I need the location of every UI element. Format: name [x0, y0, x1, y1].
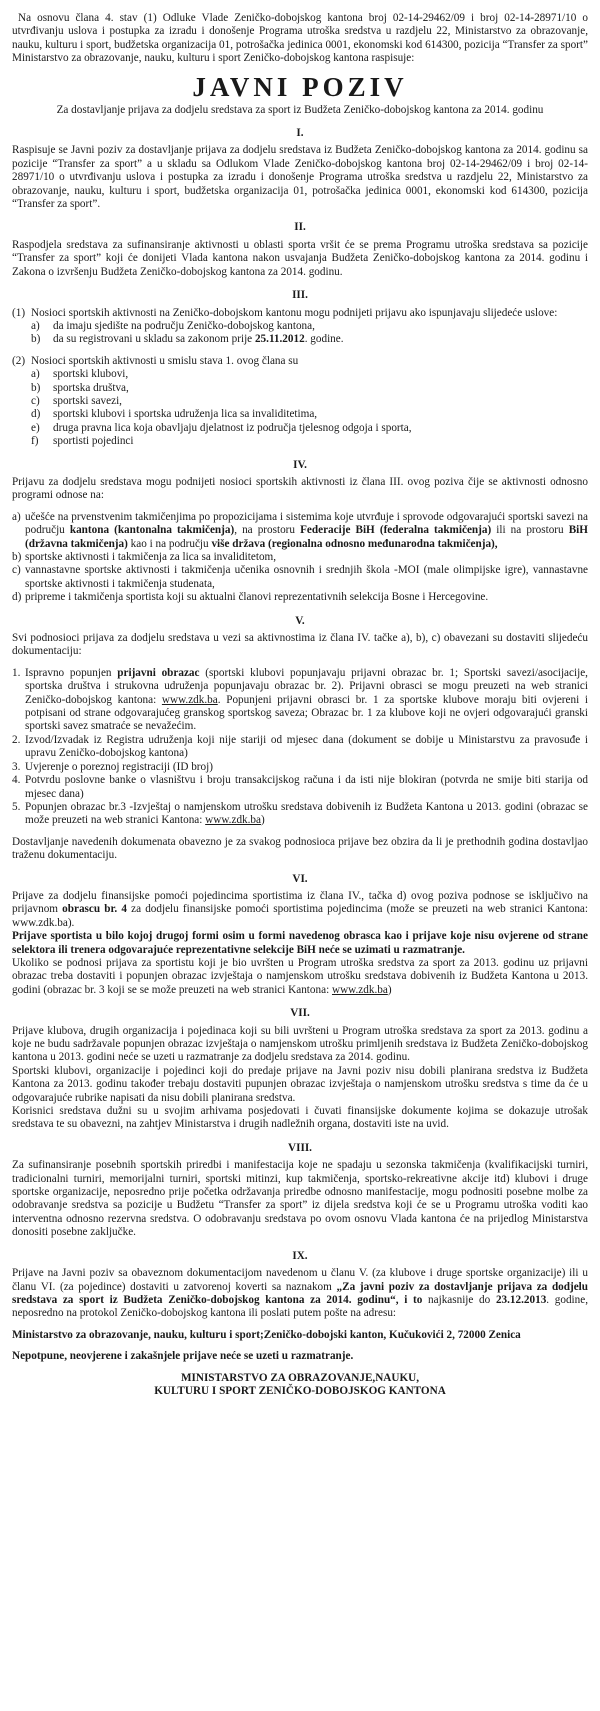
section-heading-5: V.	[295, 614, 305, 627]
list-marker: c)	[31, 394, 40, 407]
list-marker: (1)	[12, 306, 26, 319]
intro-paragraph: Na osnovu člana 4. stav (1) Odluke Vlade Zeničko-dobojskog kantona broj 02-14-29462/09 i broj 02-14-28971/10 o utvrđivanju uslova i postupka za izradu i donošenje Programa utroška sredstva u razdjelu 22, Ministarstvo za obrazovanje, nauku, kulturu i sport, budžetska organizacija 01, potrošačka jedinica 0001, ekonomski kod 614300, pozicija “Transfer za sport” Ministarstvo za obrazovanje, nauku, kulturu i sport Zeničko-dobojskog kantona raspisuje:	[12, 12, 588, 65]
list-marker: 5.	[12, 800, 21, 813]
list-marker: d)	[12, 591, 22, 604]
list-item	[12, 761, 588, 774]
list-text: sportski klubovi,	[53, 368, 129, 381]
list-item	[12, 320, 588, 333]
list-marker: b)	[31, 381, 41, 394]
document-subtitle: Za dostavljanje prijava za dodjelu sredstava za sport iz Budžeta Zeničko-dobojskog kantona za 2014. godinu	[56, 103, 544, 116]
list-text: sportisti pojedinci	[53, 435, 134, 448]
list-marker: a)	[31, 368, 40, 381]
list-text: sportske aktivnosti i takmičenja za lica sa invaliditetom,	[25, 551, 277, 563]
section-heading-1: I.	[296, 127, 304, 140]
section-5-note: Dostavljanje navedenih dokumenata obavezno je za svakog podnosioca prijave bez obzira da li je prethodnih godina dostavljao traženu dokumentaciju.	[12, 835, 588, 862]
section-heading-7: VII.	[290, 1007, 310, 1020]
list-item	[12, 395, 588, 408]
list-item	[12, 774, 588, 801]
list-item	[12, 511, 588, 551]
deadline-date: 25.11.2012	[254, 333, 305, 346]
list-text: da imaju sjedište na području Zeničko-dobojskog kantona,	[53, 319, 315, 332]
signature-line-2: KULTURU I SPORT ZENIČKO-DOBOJSKOG KANTONA	[154, 1384, 446, 1397]
list-marker: b)	[12, 551, 22, 563]
list-text: druga pravna lica koja obavljaju djelatnost iz područja tjelesnog odgoja i sporta,	[53, 421, 412, 434]
section-heading-8: VIII.	[288, 1141, 312, 1154]
list-item	[12, 408, 588, 421]
website-link[interactable]: www.zdk.ba	[205, 814, 261, 827]
list-marker: 2.	[12, 733, 21, 746]
late-submission-warning: Nepotpune, neovjerene i zakašnjele prijave neće se uzeti u razmatranje.	[12, 1350, 354, 1363]
section-heading-2: II.	[294, 221, 306, 234]
list-text: sportski klubovi i sportska udruženja lica sa invaliditetima,	[53, 408, 318, 421]
list-text: Nosioci sportskih aktivnosti u smislu stava 1. ovog člana su	[31, 354, 299, 367]
list-item	[12, 368, 588, 381]
list-marker: e)	[31, 421, 40, 434]
list-marker: (2)	[12, 354, 26, 367]
list-marker: a)	[31, 319, 40, 332]
list-text: Potvrdu poslovne banke o vlasništvu i broju transakcijskog računa i da isti nije blokiran (potvrda ne smije biti starija od mjesec dana)	[25, 774, 588, 800]
website-link[interactable]: www.zdk.ba	[331, 983, 388, 996]
section-1-text: Raspisuje se Javni poziv za dostavljanje prijava za dodjelu sredstava iz Budžeta Zeničko-dobojskog kantona za 2014. godinu sa pozicije “Transfer za sport” a u skladu sa Odlukom Vlade Zeničko-dobojskog kantona broj 02-14-29462/09 i broj 02-14-28971/10 o utvrđivanju uslova i postupka za izradu i donošenje Programa utroška sredstva u razdjelu 22, Ministarstvo za obrazovanje, nauku, kulturu i sport, budžetska organizacija 01, potrošačka jedinica 0001, ekonomski kod 614300, pozicija “Transfer za sport”.	[12, 144, 588, 211]
list-marker: f)	[31, 435, 39, 448]
list-text: Izvod/Izvadak iz Registra udruženja koji nije stariji od mjesec dana (dokument se dobije u Ministarstvu za pravosuđe i upravu Zeničko-dobojskog kantona)	[25, 733, 588, 760]
section-3-paragraph-2	[12, 355, 588, 368]
website-link[interactable]: www.zdk.ba	[161, 693, 218, 706]
list-text: Uvjerenje o poreznoj registraciji (ID broj)	[25, 760, 213, 773]
list-item	[12, 591, 588, 604]
section-4-text: Prijavu za dodjelu sredstava mogu podnijeti nosioci sportskih aktivnosti iz člana III. ovog poziva čije se aktivnosti odnosno programi odnose na:	[12, 475, 588, 502]
section-5-text: Svi podnosioci prijava za dodjelu sredstava u vezi sa aktivnostima iz člana IV. tačke a), b), c) obavezani su dostaviti slijedeću dokumentaciju:	[12, 632, 588, 658]
section-3-paragraph-1	[12, 307, 588, 320]
section-2-text: Raspodjela sredstava za sufinansiranje aktivnosti u oblasti sporta vršit će se prema Programu utroška sredstava sa pozicije “Transfer za sport” koji će donijeti Vlada kantona nakon usvajanja Budžeta Zeničko-dobojskog kantona za 2014. godinu i Zakona o izvršenju Budžeta Zeničko-dobojskog kantona za 2014. godinu.	[12, 238, 588, 278]
section-7-paragraph-3: Korisnici sredstava dužni su u svojim arhivama posjedovati i čuvati finansijske dokumente kojima se dokazuje utrošak sredstava te su obavezni, na zahtjev Ministarstva i drugih nadležnih organa, dostaviti iste na uvid.	[12, 1105, 588, 1131]
document-title: JAVNI POZIV	[192, 71, 408, 102]
section-8-text: Za sufinansiranje posebnih sportskih priredbi i manifestacija koje ne spadaju u sezonska takmičenja (kvalifikacijski turniri, tradicionalni turniri, memorijalni turniri, sportski mitinzi, kup takmičenja, sportsko-rekreativne akcije itd) klubovi i druge sportske organizacije, neposredno prije početka održavanja priredbe odnosno manifestacije, mogu podnositi posebne molbe za odobravanje sredstva sa pozicije u Budžetu “Transfer za sport” iz dijela sredstva koji će se u Programu utroška voditi kao interventna odnosno rezervna sredstva. O odobravanju sredstava po ovom osnovu Vlada kantona će na prijedlog Ministarstva donositi posebne zaključke.	[12, 1159, 588, 1239]
section-9-text: Prijave na Javni poziv sa obaveznom dokumentacijom navedenom u članu V. (za klubove i druge sportske organizacije) ili u članu VI. (za pojedince) dostaviti u zatvorenoj koverti sa naznakom „Za javni poziv za dostavljanje prijava za dodjelu sredstava za sport iz Budžeta Zeničko-dobojskog kantona za 2014. godinu“, i to najkasnije do 23.12.2013. godine, neposredno na protokol Zeničko-dobojskog kantona ili poslati putem pošte na adresu:	[12, 1267, 589, 1320]
list-item	[12, 734, 588, 761]
section-heading-6: VI.	[292, 872, 308, 885]
section-7-paragraph-2: Sportski klubovi, organizacije i pojedinci koji do predaje prijave na Javni poziv nisu dobili planirana sredstva iz Budžeta Kantona za 2013. godinu također trebaju dostaviti pupunjen obrazac izvještaja o namjenskom utrošku sredstva s time da će u odgovarajuće rubrike napisati da nisu dobili planirana sredstva.	[12, 1064, 588, 1104]
list-item	[12, 422, 588, 435]
list-marker: 3.	[12, 760, 21, 773]
list-marker: 1.	[12, 666, 21, 679]
list-marker: c)	[12, 564, 21, 577]
list-text: vannastavne sportske aktivnosti i takmičenja učenika osnovnih i srednjih škola -MOI (male olimpijske igre), vannastavne sportske aktivnosti i takmičenja studenata,	[25, 564, 588, 590]
list-text: Nosioci sportskih aktivnosti na Zeničko-dobojskom kantonu mogu podnijeti prijavu ako ispunjavaju slijedeće uslove:	[31, 306, 558, 319]
list-item	[12, 382, 588, 395]
signature-line-1: MINISTARSTVO ZA OBRAZOVANJE,NAUKU,	[180, 1371, 420, 1384]
list-text: sportski savezi,	[53, 394, 122, 407]
section-heading-3: III.	[292, 289, 308, 302]
list-item	[12, 551, 588, 564]
list-text: pripreme i takmičenja sportista koji su aktualni članovi reprezentativnih selekcija Bosne i Hercegovine.	[25, 591, 489, 604]
list-item	[12, 333, 588, 346]
section-6-paragraph-1: Prijave za dodjelu finansijske pomoći pojedincima sportistima iz člana IV., tačka d) ovog poziva podnose se isključivo na prijavnom obrascu br. 4 za dodjelu finansijske pomoći sportistima pojedincima (može se preuzeti na web stranici Kantona: www.zdk.ba).	[12, 889, 589, 929]
list-marker: d)	[31, 408, 41, 421]
list-marker: 4.	[12, 774, 21, 787]
list-item	[12, 667, 588, 734]
list-text: učešće na prvenstvenim takmičenjima po propozicijama i sistemima koje utvrđuje i sprovode odgovarajući sportski savezi na području kantona (kantonalna takmičenja), na prostoru Federacije BiH (federalna takmičenja) ili na prostoru BiH (državna takmičenja) kao i na području više država (regionalna odnosno međunarodna takmičenja),	[25, 510, 588, 550]
section-6-paragraph-3: Ukoliko se podnosi prijava za sportistu koji je bio uvršten u Program utroška sredstva za sport za 2013. godinu uz prijavni obrazac treba dostaviti i popunjen obrazac izvještaja o namjenskom utrošku sredstava dobivenih iz Budžeta Kantona u 2013. godini (obrazac br. 3 koji se se može preuzeti na web stranici Kantona: www.zdk.ba)	[12, 956, 588, 996]
section-6-paragraph-2: Prijave sportista u bilo kojoj drugoj formi osim u formi navedenog obrasca kao i prijave koje nisu ovjerene od strane selektora ili trenera odgovarajuće reprezentativne selekcije BiH neće se uzimati u razmatranje.	[12, 930, 588, 956]
list-item	[12, 801, 588, 828]
list-marker: a)	[12, 510, 21, 523]
section-7-paragraph-1: Prijave klubova, drugih organizacija i pojedinaca koji su bili uvršteni u Program utroška sredstava za sport za 2013. godinu a koje ne budu sadržavale popunjen obrazac izvještaja o namjenskom utrošku primljenih sredstava iz Budžeta Zeničko-dobojskog kantona u 2013. godini neće se uzeti u razmatranje za dodjelu sredstava za 2014. godinu.	[12, 1024, 588, 1064]
list-item	[12, 435, 588, 448]
section-heading-4: IV.	[293, 458, 307, 471]
list-text: Popunjen obrazac br.3 -Izvještaj o namjenskom utrošku sredstava dobivenih iz Budžeta Kantona u 2013. godini (obrazac se može preuzeti na web stranici Kantona: www.zdk.ba)	[25, 800, 588, 827]
submission-address: Ministarstvo za obrazovanje, nauku, kulturu i sport;Zeničko-dobojski kanton, Kučukovići 2, 72000 Zenica	[12, 1328, 521, 1341]
list-item	[12, 564, 588, 591]
list-text: da su registrovani u skladu sa zakonom prije 25.11.2012. godine.	[53, 333, 344, 346]
list-marker: b)	[31, 333, 41, 346]
section-heading-9: IX.	[292, 1249, 308, 1262]
list-text: sportska društva,	[53, 381, 129, 394]
list-text: Ispravno popunjen prijavni obrazac (sportski klubovi popunjavaju prijavni obrazac br. 1; Sportski savezi/asocijacije, sportska društva i strukovna udruženja popunjavaju obrazac br. 2). Prijavni obrasci se mogu preuzeti na web stranici Zeničko-dobojskog kantona: www.zdk.ba. Popunjeni prijavni obrasci br. 1 za sportske klubove moraju biti ovjereni i potpisani od strane odgovarajućeg granskog sportskog saveza; Obrazac br. 1 za klubove koji ne ovjeri odgovarajući granski sportski savez smatraće se nevažećim.	[25, 666, 588, 733]
